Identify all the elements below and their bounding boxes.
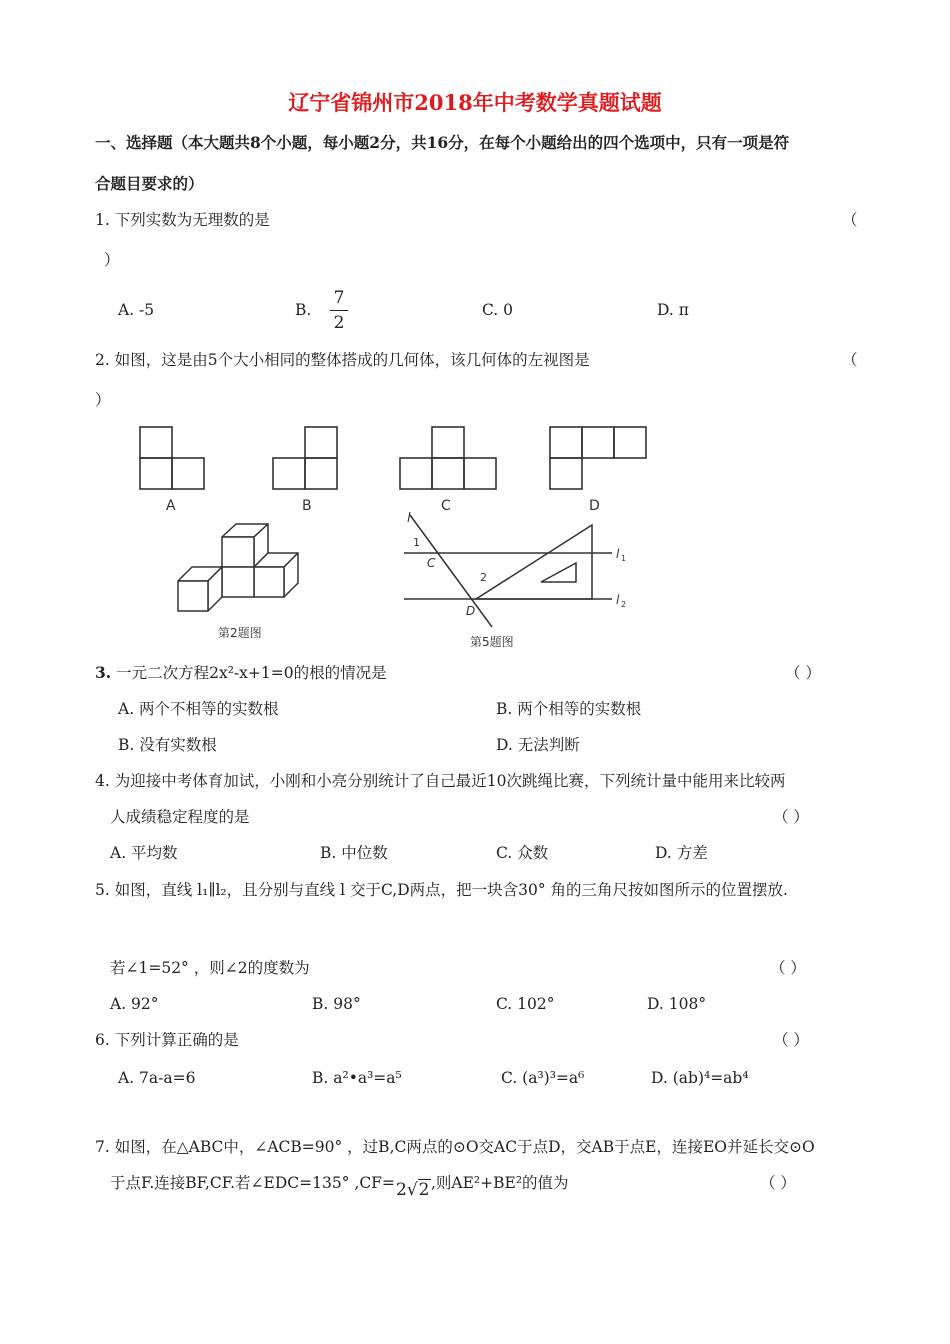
q5-figure [404, 515, 612, 627]
q5-stem-line2: 若∠1=52° ，则∠2的度数为 [110, 959, 310, 977]
q4-paren: （ ） [773, 808, 809, 826]
option-d-figure [550, 427, 646, 489]
page-title: 辽宁省锦州市2018年中考数学真题试题 [288, 90, 662, 115]
q6-stem: 6. 下列计算正确的是 [95, 1031, 239, 1049]
q1-paren-open: （ [842, 211, 858, 229]
q5-option-b: B. 98° [312, 995, 361, 1013]
option-d-label: D [589, 498, 600, 514]
q6-paren: （ ） [773, 1031, 809, 1049]
fig5-label-l: l [407, 511, 411, 526]
q2-stem: 2. 如图，这是由5个大小相同的整体搭成的几何体，该几何体的左视图是 [95, 351, 590, 369]
q4-option-d: D. 方差 [655, 844, 708, 862]
section-heading-line1: 一、选择题（本大题共8个小题，每小题2分，共16分，在每个小题给出的四个选项中，只有一项是符 [95, 133, 790, 152]
option-c-label: C [441, 498, 451, 514]
q1-option-c: C. 0 [482, 301, 514, 319]
q1-option-a: A. -5 [118, 301, 155, 319]
fig5-label-d: D [466, 604, 476, 618]
q4-stem-line1: 4. 为迎接中考体育加试，小刚和小亮分别统计了自己最近10次跳绳比赛，下列统计量中能用来比较两 [95, 772, 786, 790]
q7-paren: （ ） [760, 1174, 796, 1192]
q1-paren-close: ） [104, 251, 120, 269]
sqrt-coefficient: 2 [396, 1180, 407, 1200]
option-c-figure [400, 427, 496, 489]
q5-option-d: D. 108° [647, 995, 707, 1013]
q4-option-b: B. 中位数 [320, 844, 388, 862]
q3-stem-text: 一元二次方程2x²-x+1=0的根的情况是 [111, 664, 387, 682]
q7-stem-line1: 7. 如图，在△ABC中，∠ACB=90° ，过B,C两点的⊙O交AC于点D，交AB于点E，连接EO并延长交⊙O [95, 1138, 815, 1156]
q3-option-d: D. 无法判断 [496, 736, 580, 754]
q4-option-c: C. 众数 [496, 844, 549, 862]
q4-option-a: A. 平均数 [110, 844, 178, 862]
q7-sqrt-expression [396, 1180, 431, 1200]
option-b-label: B [302, 498, 312, 514]
fraction-numerator: 7 [333, 288, 345, 308]
fig5-angle1: 1 [413, 536, 420, 549]
q4-stem-line2: 人成绩稳定程度的是 [110, 808, 250, 826]
q3-number: 3. [95, 663, 112, 682]
fig2-caption: 第2题图 [218, 626, 262, 640]
q7-stem-line2a: 于点F.连接BF,CF.若∠EDC=135° ,CF= [110, 1174, 395, 1192]
q3-paren: （ ） [785, 664, 821, 682]
option-a-figure [140, 427, 204, 489]
fig5-label-l1: l [616, 547, 620, 561]
q3-stem [95, 663, 387, 683]
q5-option-a: A. 92° [110, 995, 159, 1013]
q6-option-c: C. (a³)³=a⁶ [501, 1069, 585, 1087]
q7-stem-line2b: ,则AE²+BE²的值为 [431, 1174, 569, 1192]
section-heading-line2: 合题目要求的） [95, 174, 204, 193]
fig5-label-l2: l [616, 593, 620, 607]
q3-option-a: A. 两个不相等的实数根 [118, 700, 279, 718]
q6-option-a: A. 7a-a=6 [118, 1069, 196, 1087]
fig5-label-c: C [427, 556, 436, 570]
q2-paren-close: ） [95, 391, 111, 409]
sqrt-radicand: 2 [418, 1180, 430, 1200]
option-a-label: A [166, 498, 176, 514]
q5-option-c: C. 102° [496, 995, 555, 1013]
option-b-figure [273, 427, 337, 489]
q2-view-options [0, 0, 950, 660]
fig5-label-l2-sub: 2 [621, 600, 627, 609]
q1-option-b: B. [295, 301, 312, 319]
fig5-label-l1-sub: 1 [621, 554, 627, 563]
q6-option-d: D. (ab)⁴=ab⁴ [651, 1069, 749, 1087]
q2-paren-open: （ [842, 351, 858, 369]
fig5-caption: 第5题图 [470, 635, 514, 649]
fraction-denominator: 2 [333, 313, 345, 333]
q5-stem-line1: 5. 如图，直线 l₁∥l₂，且分别与直线 l 交于C,D两点，把一块含30° 角的三角尺按如图所示的位置摆放. [95, 881, 788, 899]
q5-paren: （ ） [770, 959, 806, 977]
sqrt-symbol: √ [406, 1180, 418, 1200]
fig5-angle2: 2 [480, 571, 487, 584]
q2-solid-figure [178, 524, 298, 611]
q1-option-d: D. π [657, 301, 689, 319]
q6-option-b: B. a²•a³=a⁵ [312, 1069, 402, 1087]
q1-stem: 1. 下列实数为无理数的是 [95, 211, 270, 229]
q3-option-b: B. 两个相等的实数根 [496, 700, 642, 718]
q3-option-c: B. 没有实数根 [118, 736, 217, 754]
